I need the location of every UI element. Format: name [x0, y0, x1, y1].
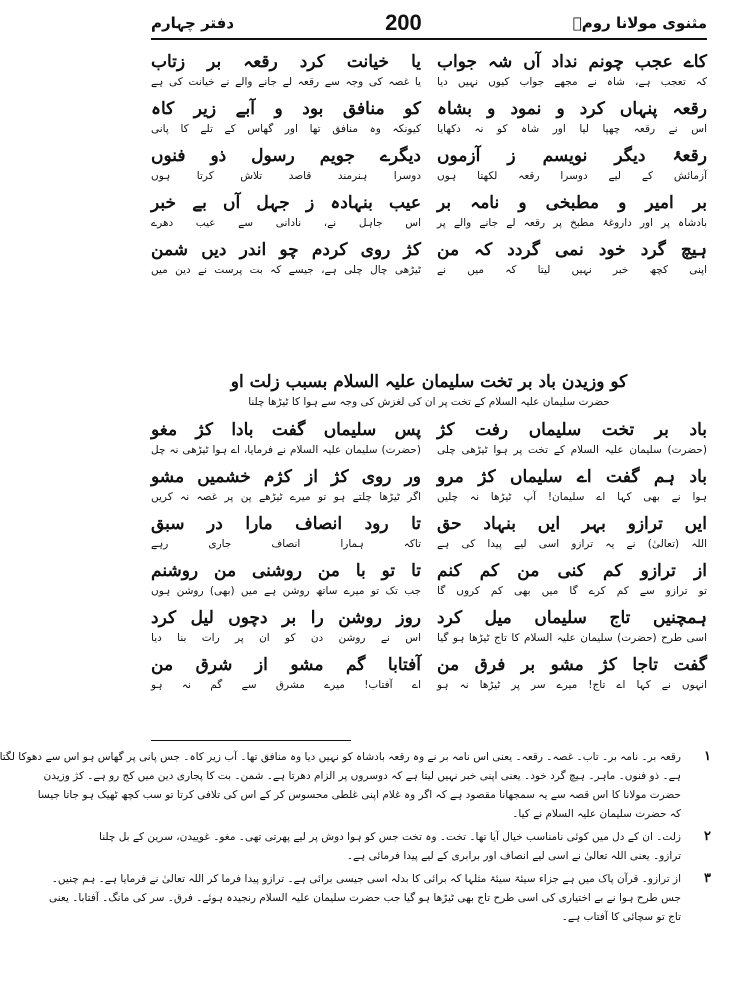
verse-line: باد بر تخت سلیماں رفت کژ — [437, 420, 707, 440]
verse-translation: اے آفتاب! میرے مشرق سے گم نہ ہو — [151, 679, 421, 691]
footnotes — [0, 748, 715, 931]
footnote-text: حضرت مولانا کا اس قصہ سے یہ سمجھانا مقصود ہے کہ اگر وہ غلام اپنی غلطی محسوس کر کے اس کی تلافی کرتا تو سب کچھ ٹھیک ہو جاتا جیسا — [37, 789, 681, 801]
footnote-text: رقعہ بر۔ نامہ بر۔ تاب۔ غصہ۔ رقعہ۔ یعنی اس نامہ بر نے وہ رقعہ بادشاہ کو نہیں دیا وہ منافق تھا۔ آب زیر کاہ۔ جس پانی پر گھاس ہو اس سے دھوکا لگتا — [0, 751, 681, 763]
verse-line: ہمچنیں تاج سلیماں میل کرد — [437, 608, 707, 628]
verse-translation: (حضرت) سلیمان علیہ السلام نے فرمایا، اے ہوا ٹیڑھی نہ چل — [151, 444, 421, 456]
verse-translation: اس نے روشن دن کو ان پر رات بنا دیا — [151, 632, 421, 644]
heading-gloss: حضرت سلیمان علیہ السلام کے تخت پر ان کی لغزش کی وجہ سے ہوا کا ٹیڑھا چلنا — [248, 396, 610, 408]
footnote-text: تاج تو سچائی کا آفتاب ہے۔ — [561, 911, 681, 923]
verse-translation: ہوا نے بھی کہا اے سلیمان! آپ ٹیڑھا نہ چلیں — [437, 491, 707, 503]
verse-line: ہیچ گرد خود نمی گردد کہ من — [437, 240, 707, 260]
footnote-text: زلت۔ ان کے دل میں کوئی نامناسب خیال آیا تھا۔ تخت۔ وہ تخت جس کو ہوا دوش پر لیے پھرتی تھی۔ مغو۔ غوییدن، سرین کے بل چلنا — [99, 831, 681, 843]
verse-line: کاے عجب چونم نداد آں شہ جواب — [437, 52, 707, 72]
verse-line: آفتابا گم مشو از شرق من — [151, 655, 421, 675]
verse-translation: اس جاہل نے، نادانی سے عیب دھرے — [151, 217, 421, 229]
verse-line: یا خیانت کرد رقعہ بر زتاب — [151, 52, 421, 72]
book-title: مثنوی مولانا رومؒ — [572, 14, 707, 32]
volume-label: دفتر چہارم — [151, 14, 235, 32]
footnote-rule — [151, 740, 351, 741]
verse-translation: اسی طرح (حضرت) سلیمان علیہ السلام کا تاج ٹیڑھا ہو گیا — [437, 632, 707, 644]
footnote-text: ترازو۔ یعنی اللہ تعالیٰ نے اسی لیے انصاف اور برابری کے لیے پیدا فرمائی ہے۔ — [346, 850, 681, 862]
verse-line: روز روشن را بر دچوں لیل کرد — [151, 608, 421, 628]
page-header — [151, 8, 707, 40]
section-heading — [151, 370, 707, 417]
verse-line: کژ روی کردم چو اندر دیں شمن — [151, 240, 421, 260]
footnote — [99, 828, 715, 866]
footnote-text: ہے۔ ذو فنوں۔ ماہر۔ ہیچ گرد خود۔ یعنی اپنی خبر نہیں لیتا ہے کہ دوسروں پر الزام دھرتا ہے۔ شمن۔ بت کا پجاری دین میں کج رو ہے۔ کژ وزیدن — [43, 770, 681, 782]
footnote-text: از ترازو۔ قرآن پاک میں ہے جزاء سیئۃ سیئۃ مثلہا کہ برائی کا بدلہ اسی جیسی برائی ہے۔ ترازو پیدا فرما کر اللہ تعالیٰ نے فرمایا ہے۔ ہم چنیں۔ — [51, 873, 681, 885]
verse-translation: تو ترازو سے کم کرے گا میں بھی کم کروں گا — [437, 585, 707, 597]
block1-left-column — [151, 50, 421, 285]
verse-line: تا رود انصاف مارا در سبق — [151, 514, 421, 534]
verse-translation: کہ تعجب ہے، شاہ نے مجھے جواب کیوں نہیں دیا — [437, 76, 707, 88]
verse-translation: (حضرت) سلیمان علیہ السلام کے تخت پر ہوا ٹیڑھی چلی — [437, 444, 707, 456]
verse-translation: اگر ٹیڑھا چلتے ہو تو میرے ٹیڑھے پن پر غصہ نہ کریں — [151, 491, 421, 503]
verse-area-2 — [151, 418, 707, 738]
block1-right-column — [437, 50, 707, 285]
block2-left-column — [151, 418, 421, 700]
verse-line: عیب بنہادہ ز جہل آں بے خبر — [151, 193, 421, 213]
verse-translation: ٹیڑھی چال چلی ہے، جیسے کہ بت پرست نے دین میں — [151, 264, 421, 276]
verse-line: کو منافق بود و آبے زیر کاہ — [151, 99, 421, 119]
verse-line: ور روی کژ از کژم خشمیں مشو — [151, 467, 421, 487]
verse-line: تا تو با من روشنی من روشنم — [151, 561, 421, 581]
footnote-number: ۲ — [704, 828, 711, 843]
footnote-text: کہ حضرت سلیمان علیہ السلام نے کیا۔ — [512, 808, 681, 820]
verse-line: پس سلیماں گفت بادا کژ مغو — [151, 420, 421, 440]
verse-line: گفت تاجا کژ مشو بر فرق من — [437, 655, 707, 675]
verse-translation: اس نے رقعہ چھپا لیا اور شاہ کو نہ دکھایا — [437, 123, 707, 135]
verse-translation: یا غصہ کی وجہ سے رقعہ لے جانے والے نے خیانت کی ہے — [151, 76, 421, 88]
verse-translation: دوسرا ہنرمند قاصد تلاش کرتا ہوں — [151, 170, 421, 182]
verse-line: باد ہم گفت اے سلیماں کژ مرو — [437, 467, 707, 487]
footnote-number: ۳ — [704, 870, 711, 885]
verse-translation: آزمائش کے لیے دوسرا رقعہ لکھتا ہوں — [437, 170, 707, 182]
verse-translation: جب تک تو میرے ساتھ روشن ہے میں (بھی) روشن ہوں — [151, 585, 421, 597]
footnote — [0, 748, 715, 824]
verse-translation: اپنی کچھ خبر نہیں لیتا کہ میں نے — [437, 264, 707, 276]
page-number: 200 — [385, 10, 422, 35]
verse-line: بر امیر و مطبخی و نامہ بر — [437, 193, 707, 213]
verse-line: ایں ترازو بہر ایں بنہاد حق — [437, 514, 707, 534]
verse-translation: اللہ (تعالیٰ) نے یہ ترازو اسی لیے پیدا کی ہے — [437, 538, 707, 550]
heading-verse: کو وزیدن باد بر تخت سلیمان علیہ السلام بسبب زلت او — [230, 372, 628, 392]
verse-translation: تاکہ ہمارا انصاف جاری رہے — [151, 538, 421, 550]
verse-line: دیگرے جویم رسول ذو فنوں — [151, 146, 421, 166]
footnote — [48, 870, 715, 927]
verse-translation: انہوں نے کہا اے تاج! میرے سر پر ٹیڑھا نہ ہو — [437, 679, 707, 691]
verse-translation: بادشاہ پر اور داروغۂ مطبخ پر رقعہ لے جانے والے پر — [437, 217, 707, 229]
verse-translation: کیونکہ وہ منافق تھا اور گھاس کے تلے کا پانی — [151, 123, 421, 135]
verse-line: از ترازو کم کنی من کم کنم — [437, 561, 707, 581]
verse-line: رقعہ پنہاں کرد و نمود و بشاہ — [437, 99, 707, 119]
footnote-text: جس طرح ہوا نے بے اختیاری کی اسی طرح تاج بھی ٹیڑھا ہو گیا جب حضرت سلیمان علیہ السلام رنجیدہ ہوئے۔ فرق۔ سر کی مانگ۔ آفتابا۔ یعنی — [48, 892, 681, 904]
footnote-number: ۱ — [704, 748, 711, 763]
block2-right-column — [437, 418, 707, 700]
verse-line: رقعۂ دیگر نویسم ز آزموں — [437, 146, 707, 166]
